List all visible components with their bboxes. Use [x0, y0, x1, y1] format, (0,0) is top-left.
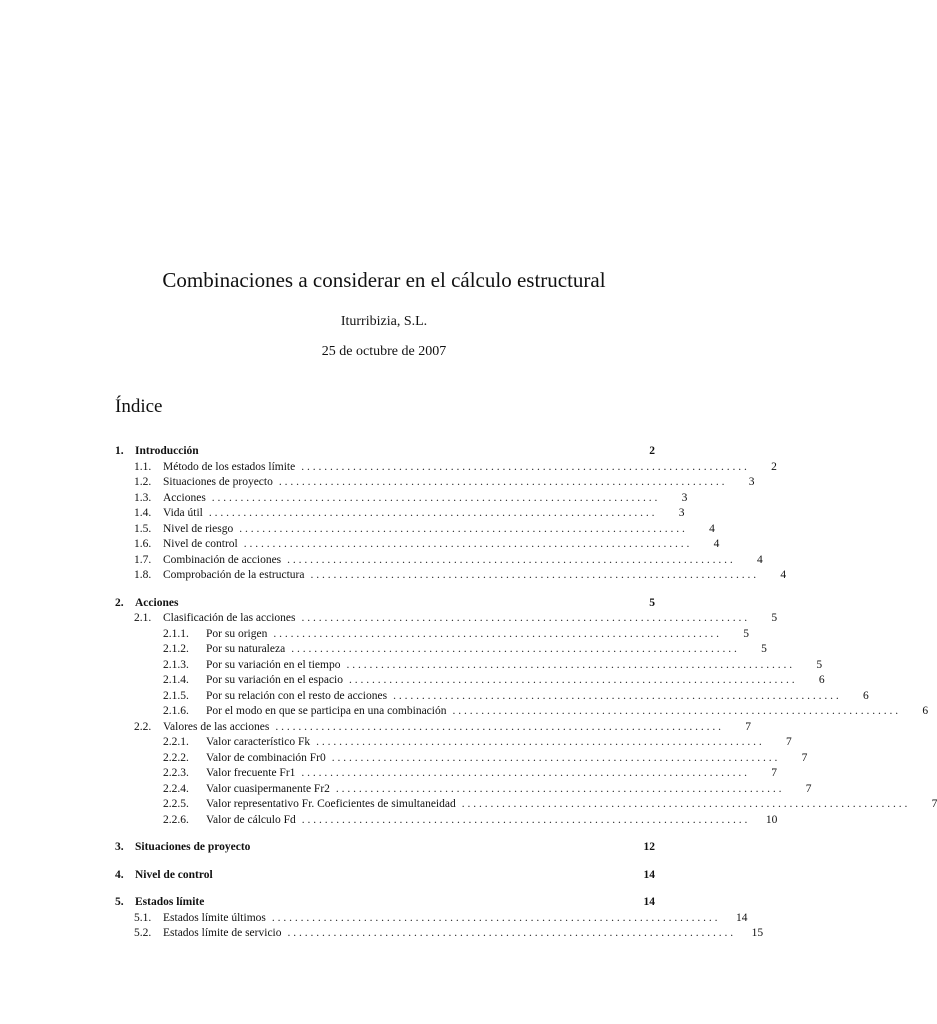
toc-entry-title: Valores de las acciones	[163, 720, 270, 733]
toc-entry[interactable]	[115, 553, 763, 569]
toc-entry[interactable]	[115, 522, 715, 538]
toc-entry-number: 2.2.5.	[163, 798, 189, 810]
toc-entry-number: 2.2.	[134, 720, 152, 733]
toc-entry-number: 4.	[115, 868, 124, 881]
toc-entry[interactable]	[115, 537, 720, 553]
toc-entry-number: 2.2.1.	[163, 736, 189, 748]
toc-entry-number: 2.1.4.	[163, 674, 189, 686]
toc-entry-page: 6	[862, 689, 869, 702]
toc-entry-page: 5	[649, 596, 655, 609]
toc-dot-leader	[273, 627, 719, 643]
toc-entry[interactable]	[115, 911, 748, 927]
toc-dot-leader	[452, 704, 898, 720]
table-of-contents	[115, 444, 937, 942]
toc-entry-title: Por su variación en el espacio	[206, 674, 343, 686]
toc-dot-leader	[316, 735, 762, 751]
toc-entry[interactable]	[115, 751, 808, 767]
toc-entry-page: 10	[765, 813, 778, 826]
toc-entry-title: Situaciones de proyecto	[163, 476, 273, 488]
document-author: Iturribizia, S.L.	[340, 314, 428, 329]
toc-entry[interactable]	[115, 895, 655, 911]
toc-entry-number: 2.	[115, 596, 124, 609]
toc-entry-number: 1.3.	[134, 491, 152, 504]
toc-entry-number: 1.2.	[134, 476, 152, 488]
toc-dot-leader	[301, 766, 747, 782]
toc-entry-number: 1.4.	[134, 507, 152, 519]
toc-dot-leader	[346, 658, 792, 674]
toc-dot-leader	[301, 460, 747, 476]
toc-dot-leader	[288, 926, 734, 942]
toc-dot-leader	[212, 491, 658, 507]
toc-entry-title: Acciones	[135, 596, 179, 609]
toc-entry-title: Vida útil	[163, 507, 203, 519]
toc-dot-leader	[272, 911, 718, 927]
toc-entry[interactable]	[115, 596, 655, 612]
toc-entry[interactable]	[115, 491, 688, 507]
toc-entry[interactable]	[115, 460, 777, 476]
toc-entry-page: 5	[771, 612, 778, 624]
document-title: Combinaciones a considerar en el cálculo estructural	[162, 268, 606, 292]
toc-entry-number: 2.2.6.	[163, 813, 189, 826]
toc-entry-page: 2	[771, 460, 777, 473]
toc-entry-title: Nivel de control	[135, 868, 213, 881]
toc-entry-number: 1.8.	[134, 569, 152, 581]
toc-entry[interactable]	[115, 868, 655, 884]
toc-entry-title: Por su relación con el resto de acciones	[206, 689, 388, 702]
toc-dot-leader	[393, 689, 839, 705]
toc-dot-leader	[275, 720, 721, 736]
toc-heading: Índice	[115, 396, 163, 417]
toc-entry[interactable]	[115, 506, 685, 522]
toc-entry-page: 7	[785, 736, 792, 748]
toc-entry-number: 2.1.3.	[163, 658, 189, 671]
toc-entry-number: 2.1.6.	[163, 705, 189, 717]
toc-entry-number: 2.1.2.	[163, 643, 189, 655]
toc-entry-number: 5.2.	[134, 927, 152, 939]
toc-entry[interactable]	[115, 689, 869, 705]
toc-entry-number: 2.1.5.	[163, 689, 189, 702]
toc-dot-leader	[244, 537, 690, 553]
toc-entry-title: Valor cuasipermanente Fr2	[206, 782, 330, 795]
toc-entry-page: 7	[931, 798, 937, 810]
toc-entry-number: 1.	[115, 445, 124, 457]
toc-entry-page: 14	[643, 868, 655, 881]
toc-entry-page: 7	[771, 767, 778, 779]
toc-entry-page: 14	[643, 896, 655, 908]
toc-entry-title: Comprobación de la estructura	[163, 569, 305, 581]
document-date: 25 de octubre de 2007	[321, 344, 447, 359]
toc-entry-page: 6	[818, 674, 825, 686]
toc-dot-leader	[279, 475, 725, 491]
toc-entry-title: Clasificación de las acciones	[163, 612, 296, 624]
toc-entry-page: 14	[736, 911, 748, 924]
toc-entry-page: 3	[678, 507, 685, 519]
toc-dot-leader	[239, 522, 685, 538]
toc-entry-page: 7	[805, 782, 812, 795]
toc-entry[interactable]	[115, 475, 755, 491]
toc-dot-leader	[349, 673, 795, 689]
toc-entry-page: 15	[751, 927, 764, 939]
toc-entry-title: Por el modo en que se participa en una combinación	[206, 705, 447, 717]
toc-entry-page: 5	[743, 627, 749, 640]
toc-entry-title: Valor de cálculo Fd	[206, 813, 296, 826]
toc-entry-title: Acciones	[163, 491, 206, 504]
toc-entry-title: Valor frecuente Fr1	[206, 767, 296, 779]
toc-entry[interactable]	[115, 840, 655, 856]
toc-entry-title: Estados límite de servicio	[163, 927, 282, 939]
toc-entry-number: 2.1.	[134, 612, 152, 624]
toc-entry-number: 2.2.2.	[163, 751, 189, 764]
toc-dot-leader	[209, 506, 655, 522]
toc-entry[interactable]	[115, 673, 825, 689]
toc-entry[interactable]	[115, 568, 787, 584]
toc-entry[interactable]	[115, 797, 937, 813]
toc-entry[interactable]	[115, 627, 749, 643]
toc-entry[interactable]	[115, 444, 655, 460]
toc-dot-leader	[462, 797, 908, 813]
toc-entry[interactable]	[115, 766, 778, 782]
toc-entry-page: 4	[757, 553, 763, 566]
toc-entry-page: 6	[922, 705, 929, 717]
toc-entry-page: 4	[713, 538, 720, 550]
toc-entry[interactable]	[115, 720, 751, 736]
toc-entry[interactable]	[115, 642, 767, 658]
toc-entry[interactable]	[115, 704, 929, 720]
toc-entry-title: Nivel de riesgo	[163, 522, 234, 535]
toc-entry-page: 3	[681, 491, 688, 504]
toc-entry-title: Situaciones de proyecto	[135, 841, 251, 853]
toc-entry-title: Introducción	[135, 445, 199, 457]
toc-entry-number: 1.6.	[134, 538, 152, 550]
toc-entry-page: 7	[745, 720, 751, 733]
toc-dot-leader	[291, 642, 737, 658]
toc-entry-number: 5.1.	[134, 911, 152, 924]
toc-entry-page: 4	[709, 522, 715, 535]
toc-dot-leader	[332, 751, 778, 767]
toc-dot-leader	[336, 782, 782, 798]
toc-entry-number: 3.	[115, 841, 124, 853]
toc-entry-page: 3	[748, 476, 755, 488]
toc-entry[interactable]	[115, 735, 792, 751]
toc-entry[interactable]	[115, 926, 764, 942]
toc-entry-title: Método de los estados límite	[163, 460, 296, 473]
toc-entry-number: 1.1.	[134, 460, 152, 473]
toc-entry-number: 2.2.3.	[163, 767, 189, 779]
toc-entry-page: 5	[761, 643, 767, 655]
toc-dot-leader	[302, 611, 748, 627]
toc-entry[interactable]	[115, 782, 812, 798]
toc-dot-leader	[287, 553, 733, 569]
toc-entry-title: Por su naturaleza	[206, 643, 286, 655]
toc-entry-title: Combinación de acciones	[163, 553, 282, 566]
toc-entry-title: Por su variación en el tiempo	[206, 658, 341, 671]
toc-entry-number: 5.	[115, 896, 124, 908]
toc-entry-number: 1.7.	[134, 553, 152, 566]
toc-entry-number: 2.2.4.	[163, 782, 189, 795]
toc-entry[interactable]	[115, 611, 778, 627]
toc-entry-page: 4	[780, 569, 787, 581]
toc-entry[interactable]	[115, 658, 823, 674]
toc-dot-leader	[302, 813, 748, 829]
toc-entry-title: Valor representativo Fr. Coeficientes de simultaneidad	[206, 798, 456, 810]
toc-dot-leader	[310, 568, 756, 584]
toc-entry-number: 1.5.	[134, 522, 152, 535]
toc-entry-page: 2	[649, 445, 655, 457]
toc-entry-title: Estados límite últimos	[163, 911, 266, 924]
toc-entry-page: 5	[816, 658, 823, 671]
toc-entry-page: 12	[643, 841, 655, 853]
toc-entry-page: 7	[801, 751, 808, 764]
toc-entry-title: Por su origen	[206, 627, 268, 640]
toc-entry-title: Valor característico Fk	[206, 736, 311, 748]
toc-entry-title: Valor de combinación Fr0	[206, 751, 326, 764]
toc-entry-title: Nivel de control	[163, 538, 238, 550]
toc-entry[interactable]	[115, 813, 778, 829]
toc-entry-title: Estados límite	[135, 896, 205, 908]
toc-entry-number: 2.1.1.	[163, 627, 189, 640]
